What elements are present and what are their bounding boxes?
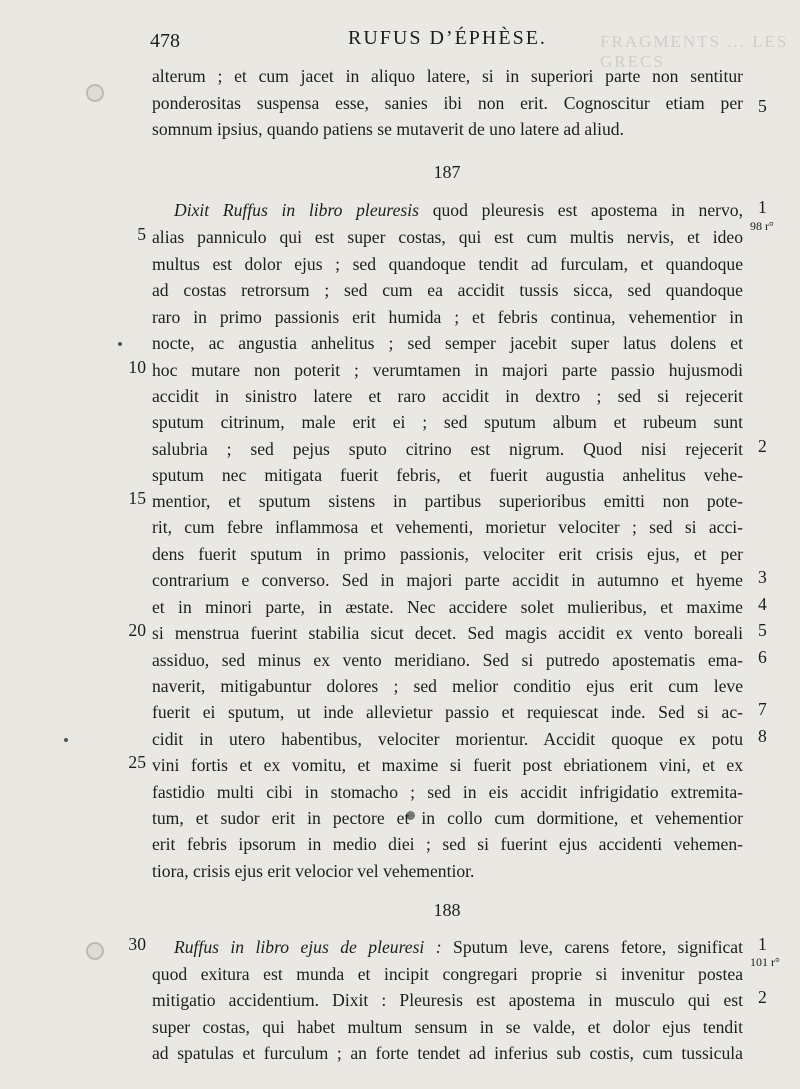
- text-line: ad spatulas et furculum ; an forte tendet ad inferius sub costis, cum tussicula: [152, 1043, 743, 1063]
- bleed-through-text: FRAGMENTS ... LES GRECS: [600, 32, 789, 71]
- line-number: 15: [128, 488, 146, 508]
- text-line: contrarium e converso. Sed in majori parte accidit in autumno et hyeme: [152, 570, 743, 590]
- text-line: fuerit ei sputum, ut inde allevietur passio et requiescat inde. Sed si ac-: [152, 702, 743, 722]
- section-lead-line: [152, 934, 743, 960]
- text-line: accidit in sinistro latere et raro accidit in dextro ; sed si rejecerit: [152, 386, 743, 406]
- binding-hole: [86, 942, 104, 960]
- right-margin-number: 8: [758, 726, 767, 746]
- page-number: 478: [150, 30, 180, 52]
- text-line: tum, et sudor erit in pectore et in collo cum dormitione, et vehementior: [152, 808, 743, 828]
- text-line: super costas, qui habet multum sensum in se valde, et dolor ejus tendit: [152, 1017, 743, 1037]
- section-lead-line: [152, 197, 743, 223]
- right-margin-number: 5: [758, 620, 767, 640]
- text-line: ponderositas suspensa esse, sanies ibi non erit. Cognoscitur etiam per: [152, 93, 743, 113]
- text-line: naverit, mitigabuntur dolores ; sed melior conditio ejus erit cum leve: [152, 676, 743, 696]
- section-lead-italic: Ruffus in libro ejus de pleuresi :: [174, 937, 442, 957]
- text-line: hoc mutare non poterit ; verumtamen in majori parte passio hujusmodi: [152, 360, 743, 380]
- folio-reference: 101 r°: [750, 955, 780, 969]
- line-number: 10: [128, 357, 146, 377]
- text-line: somnum ipsius, quando patiens se mutaverit de uno latere ad aliud.: [152, 119, 624, 139]
- text-line: cidit in utero habentibus, velociter morientur. Accidit quoque ex potu: [152, 729, 743, 749]
- section-lead-text: Sputum leve, carens fetore, significat: [441, 937, 744, 957]
- right-margin-number: 5: [758, 96, 767, 116]
- text-line: alterum ; et cum jacet in aliquo latere, si in superiori parte non sentitur: [152, 66, 743, 86]
- right-margin-number: 7: [758, 699, 767, 719]
- text-line: salubria ; sed pejus sputo citrino est nigrum. Quod nisi rejecerit: [152, 439, 743, 459]
- right-margin-number: 6: [758, 647, 767, 667]
- right-margin-number: 1: [758, 934, 767, 954]
- text-line: fastidio multi cibi in stomacho ; sed in eis accidit infrigidatio extremita-: [152, 782, 743, 802]
- text-line: dens fuerit sputum in primo passionis, velociter erit crisis ejus, et per: [152, 544, 743, 564]
- line-number: 30: [128, 934, 146, 954]
- folio-reference: 98 r°: [750, 219, 774, 233]
- text-line: raro in primo passionis erit humida ; et febris continua, vehementior in: [152, 307, 743, 327]
- text-line: mitigatio accidentium. Dixit : Pleuresis est apostema in musculo qui est: [152, 990, 743, 1010]
- ink-speck: [118, 342, 122, 346]
- text-line: sputum nec mitigata fuerit febris, et fuerit augustia anhelitus vehe-: [152, 465, 743, 485]
- line-number: 5: [137, 224, 146, 244]
- text-line: rit, cum febre inflammosa et vehementi, morietur velociter ; sed si acci-: [152, 517, 743, 537]
- right-margin-number: 4: [758, 594, 767, 614]
- line-number: 20: [128, 620, 146, 640]
- text-line: et in minori parte, in æstate. Nec accidere solet mulieribus, et maxime: [152, 597, 743, 617]
- ink-speck: [64, 738, 68, 742]
- section-lead-italic: Dixit Ruffus in libro pleuresis: [174, 200, 420, 220]
- text-line: nocte, ac angustia anhelitus ; sed semper jacebit super latus dolens et: [152, 333, 743, 353]
- text-line: ad costas retrorsum ; sed cum ea accidit tussis sicca, sed quandoque: [152, 280, 743, 300]
- section-number: 188: [433, 900, 461, 920]
- text-line: multus est dolor ejus ; sed quandoque tendit ad furculam, et quandoque: [152, 254, 743, 274]
- text-line: vini fortis et ex vomitu, et maxime si fuerit post ebriationem vini, et ex: [152, 755, 743, 775]
- right-margin-number: 2: [758, 436, 767, 456]
- section-lead-text: quod pleuresis est apostema in nervo,: [419, 200, 743, 220]
- right-margin-number: 3: [758, 567, 767, 587]
- right-margin-number: 1: [758, 197, 767, 217]
- text-line: mentior, et sputum sistens in partibus superioribus emitti non pote-: [152, 491, 743, 511]
- section-number: 187: [433, 162, 461, 182]
- text-line: si menstrua fuerint stabilia sicut decet. Sed magis accidit ex vento boreali: [152, 623, 743, 643]
- text-line: sputum citrinum, male erit ei ; sed sputum album et rubeum sunt: [152, 412, 743, 432]
- text-line: tiora, crisis ejus erit velocior vel vehementior.: [152, 861, 475, 881]
- running-title: RUFUS D’ÉPHÈSE.: [348, 27, 547, 49]
- text-line: quod exitura est munda et incipit congregari proprie si invenitur postea: [152, 964, 743, 984]
- text-line: alias panniculo qui est super costas, qui est cum multis nervis, et ideo: [152, 227, 743, 247]
- line-number: 25: [128, 752, 146, 772]
- text-line: erit febris ipsorum in medio diei ; sed si fuerint ejus accidenti vehemen-: [152, 834, 743, 854]
- binding-hole: [86, 84, 104, 102]
- right-margin-number: 2: [758, 987, 767, 1007]
- text-line: assiduo, sed minus ex vento meridiano. Sed si putredo apostematis ema-: [152, 650, 743, 670]
